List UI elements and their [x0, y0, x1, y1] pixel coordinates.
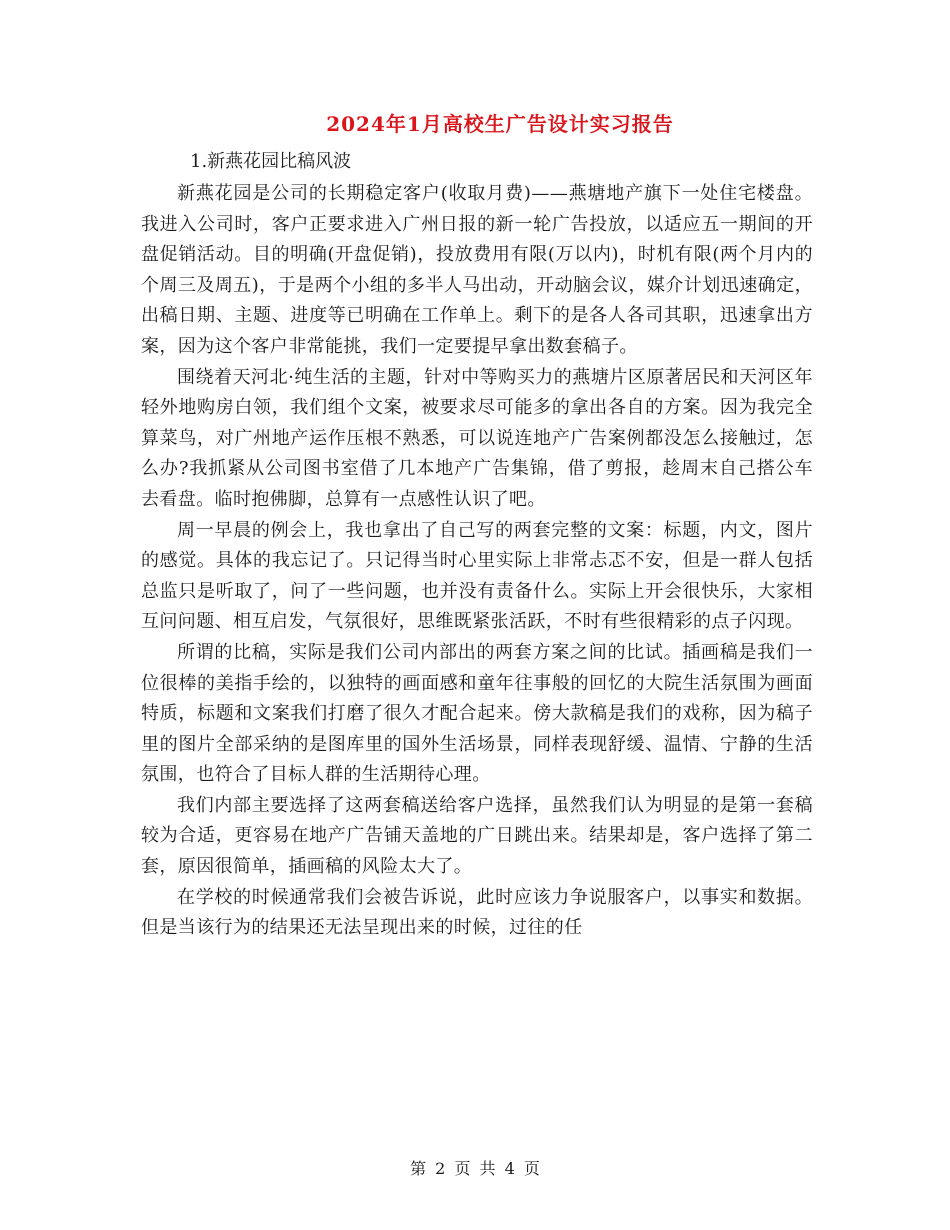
paragraph-6: 在学校的时候通常我们会被告诉说，此时应该力争说服客户，以事实和数据。但是当该行为的结果还无法呈现出来的时候，过往的任: [141, 886, 813, 939]
paragraph-4: 所谓的比稿，实际是我们公司内部出的两套方案之间的比试。插画稿是我们一位很棒的美指手绘的，以独特的画面感和童年往事般的回忆的大院生活氛围为画面特质，标题和文案我们打磨了很久才配合起来。傍大款稿是我们的戏称，因为稿子里的图片全部采纳的是图库里的国外生活场景，同样表现舒缓、温情、宁静的生活氛围，也符合了目标人群的生活期待心理。: [141, 641, 813, 786]
paragraph-5: 我们内部主要选择了这两套稿送给客户选择，虽然我们认为明显的是第一套稿较为合适，更容易在地产广告铺天盖地的广日跳出来。结果却是，客户选择了第二套，原因很简单，插画稿的风险太大了。: [141, 794, 813, 878]
section-heading: 1.新燕花园比稿风波: [190, 151, 352, 172]
paragraph-3: 周一早晨的例会上，我也拿出了自己写的两套完整的文案：标题，内文，图片的感觉。具体的我忘记了。只记得当时心里实际上非常忐忑不安，但是一群人包括总监只是听取了，问了一些问题，也并没有责备什么。实际上开会很快乐，大家相互问问题、相互启发，气氛很好，思维既紧张活跃，不时有些很精彩的点子闪现。: [141, 519, 813, 633]
paragraph-2: 围绕着天河北·纯生活的主题，针对中等购买力的燕塘片区原著居民和天河区年轻外地购房白领，我们组个文案，被要求尽可能多的拿出各自的方案。因为我完全算菜鸟，对广州地产运作压根不熟悉，可以说连地产广告案例都没怎么接触过，怎么办?我抓紧从公司图书室借了几本地产广告集锦，借了剪报，趁周末自己搭公车去看盘。临时抱佛脚，总算有一点感性认识了吧。: [141, 366, 813, 510]
paragraph-1: 新燕花园是公司的长期稳定客户(收取月费)——燕塘地产旗下一处住宅楼盘。我进入公司时，客户正要求进入广州日报的新一轮广告投放，以适应五一期间的开盘促销活动。目的明确(开盘促销)，投放费用有限(万以内)，时机有限(两个月内的个周三及周五)，于是两个小组的多半人马出动，开动脑会议，媒介计划迅速确定，出稿日期、主题、进度等已明确在工作单上。剩下的是各人各司其职，迅速拿出方案，因为这个客户非常能挑，我们一定要提早拿出数套稿子。: [141, 183, 813, 357]
document-title: 2024年1月高校生广告设计实习报告: [326, 112, 674, 136]
body-text: [141, 179, 813, 944]
page-footer: 第 2 页 共 4 页: [410, 1159, 540, 1178]
